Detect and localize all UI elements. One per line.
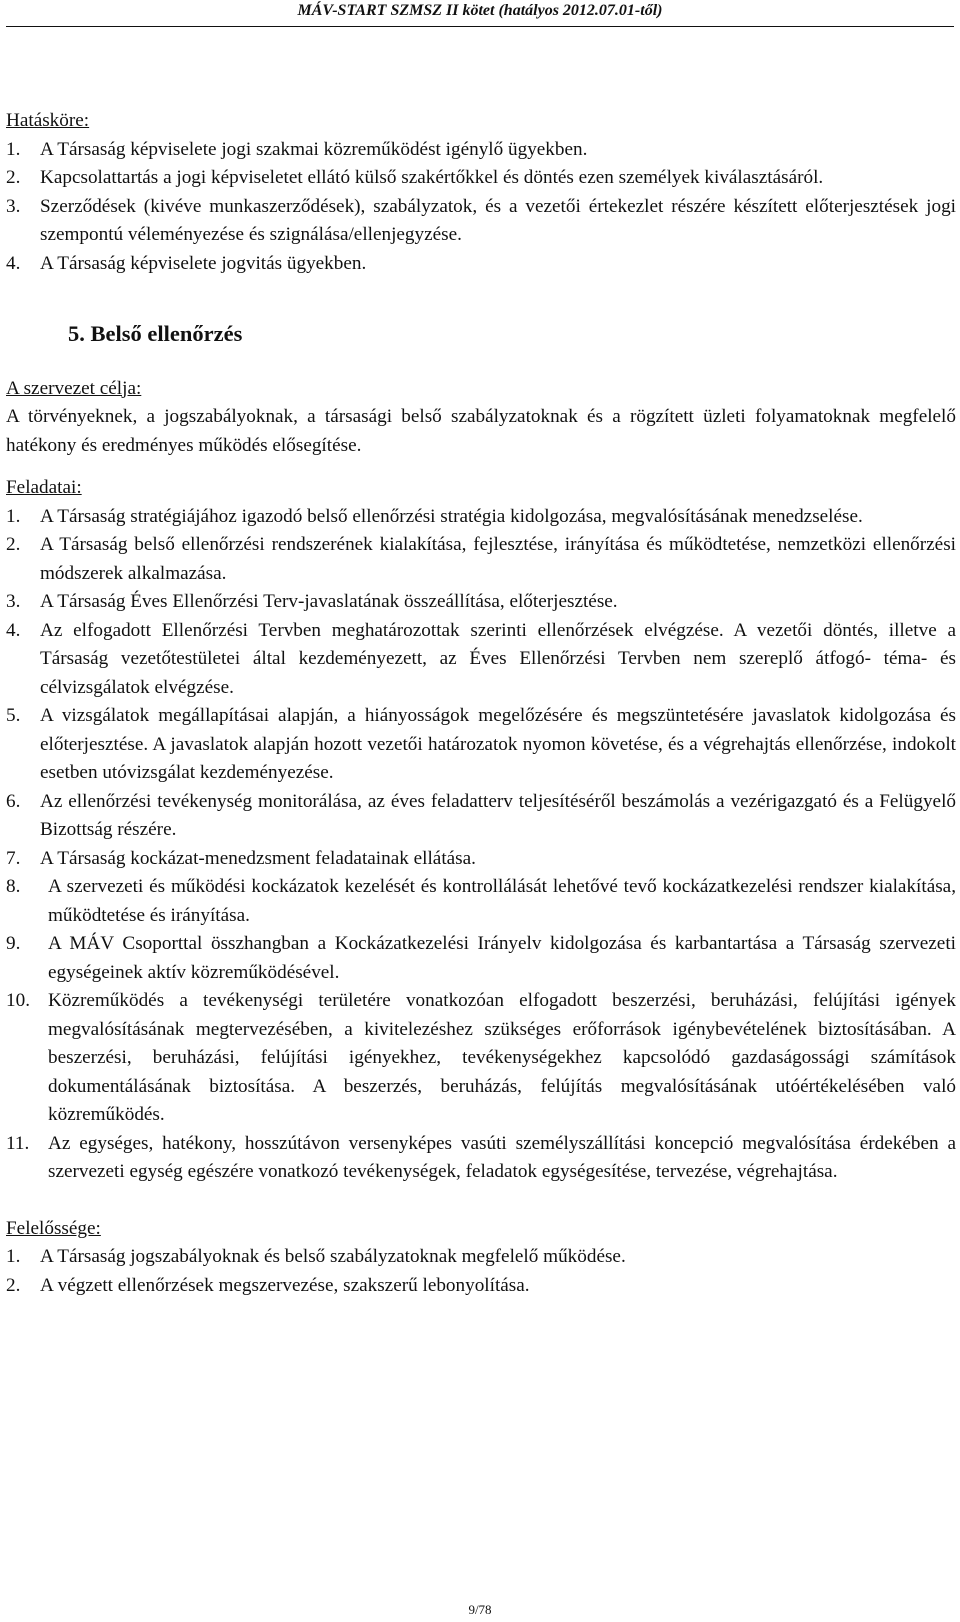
list-item [6, 1130, 956, 1187]
item-number: 10. [6, 990, 30, 1011]
item-text: A Társaság belső ellenőrzési rendszerének kialakítása, fejlesztése, irányítása és működtetése, nemzetközi ellenőrzési módszerek alkalmazása. [40, 534, 956, 584]
header-rule [6, 26, 954, 27]
item-number: 5. [6, 705, 21, 726]
item-text: A Társaság jogszabályoknak és belső szabályzatoknak megfelelő működése. [40, 1246, 626, 1267]
item-text: Szerződések (kivéve munkaszerződések), szabályzatok, és a vezetői értekezlet részére készített előterjesztések jogi szempontú véleményezése és szignálása/ellenjegyzése. [40, 195, 956, 245]
item-number: 4. [6, 619, 21, 641]
list-item [6, 845, 956, 874]
item-text: Az egységes, hatékony, hosszútávon versenyképes vasúti személyszállítási koncepció megvalósítása érdekében a szervezeti egység egészére vonatkozó tevékenységek, feladatok egységesítése, tervezése, végrehajtása. [48, 1132, 956, 1182]
item-number: 1. [6, 1246, 21, 1267]
list-item [6, 1243, 956, 1272]
running-header: MÁV-START SZMSZ II kötet (hatályos 2012.07.01-től) [297, 2, 663, 19]
list-item [6, 193, 956, 250]
item-number: 1. [6, 505, 21, 527]
section-heading-hataskore: Hatásköre: [6, 110, 90, 131]
item-text: Az ellenőrzési tevékenység monitorálása, az éves feladatterv teljesítéséről beszámolás a vezérigazgató és a Felügyelő Bizottság részére. [40, 790, 956, 840]
item-text: A Társaság kockázat-menedzsment feladatainak ellátása. [40, 847, 476, 869]
list-item [6, 588, 956, 617]
list-item [6, 531, 956, 588]
list-item [6, 164, 956, 193]
section-heading-responsibility: Felelőssége: [6, 1217, 101, 1239]
item-text: A vizsgálatok megállapításai alapján, a hiányosságok megelőzésére és megszüntetésére javaslatok kidolgozása és előterjesztése. A javaslatok alapján hozott vezetői határozatok nyomon követése, és a végrehajtás ellenőrzése, indokolt esetben utóvizsgálat kezdeményezése. [40, 705, 956, 783]
item-number: 8. [6, 876, 21, 897]
chapter-title: 5. Belső ellenőrzés [68, 321, 243, 346]
item-number: 2. [6, 1274, 21, 1296]
list-item [6, 250, 956, 279]
list-item [6, 873, 956, 930]
item-number: 2. [6, 534, 21, 555]
list-item [6, 987, 956, 1130]
section-heading-goal: A szervezet célja: [6, 377, 142, 399]
item-number: 6. [6, 790, 21, 812]
responsibility-list [6, 1243, 956, 1300]
spacer [6, 1187, 956, 1215]
list-item [6, 788, 956, 845]
list-item [6, 702, 956, 788]
item-number: 4. [6, 252, 21, 274]
tasks-list [6, 503, 956, 1187]
spacer [6, 460, 956, 474]
item-text: A szervezeti és működési kockázatok kezelését és kontrollálását lehetővé tevő kockázatkezelési rendszer kialakítása, működtetése és irányítása. [48, 876, 956, 926]
item-text: A végzett ellenőrzések megszervezése, szakszerű lebonyolítása. [40, 1274, 530, 1296]
item-number: 9. [6, 933, 21, 954]
item-number: 3. [6, 591, 21, 612]
item-number: 7. [6, 847, 21, 869]
item-number: 3. [6, 195, 21, 217]
item-text: A Társaság Éves Ellenőrzési Terv-javaslatának összeállítása, előterjesztése. [40, 591, 618, 612]
item-text: A Társaság stratégiájához igazodó belső ellenőrzési stratégia kidolgozása, megvalósításának menedzselése. [40, 505, 863, 527]
item-text: A Társaság képviselete jogi szakmai közreműködést igénylő ügyekben. [40, 138, 588, 160]
list-item [6, 930, 956, 987]
item-number: 2. [6, 167, 21, 188]
item-number: 1. [6, 138, 21, 160]
page-number: 9/78 [468, 1602, 492, 1617]
list-item [6, 503, 956, 532]
item-text: A MÁV Csoporttal összhangban a Kockázatkezelési Irányelv kidolgozása és karbantartása a Társaság szervezeti egységeinek aktív közreműködésével. [48, 933, 956, 983]
item-text: A Társaság képviselete jogvitás ügyekben. [40, 252, 367, 274]
page-body [6, 107, 956, 1300]
list-item [6, 617, 956, 703]
list-item [6, 136, 956, 165]
item-number: 11. [6, 1132, 30, 1154]
goal-text: A törvényeknek, a jogszabályoknak, a társasági belső szabályzatoknak és a rögzített üzleti folyamatoknak megfelelő hatékony és eredményes működés elősegítése. [6, 406, 956, 456]
item-text: Kapcsolattartás a jogi képviseletet ellátó külső szakértőkkel és döntés ezen személyek kiválasztásáról. [40, 167, 824, 188]
item-text: Az elfogadott Ellenőrzési Tervben meghatározottak szerinti ellenőrzések elvégzése. A vezetői döntés, illetve a Társaság vezetőtestületei által kezdeményezett, az Éves Ellenőrzési Tervben nem szereplő átfogó- téma- és célvizsgálatok elvégzése. [40, 619, 956, 698]
list-item [6, 1272, 956, 1301]
hataskore-list [6, 136, 956, 279]
item-text: Közreműködés a tevékenységi területére vonatkozóan elfogadott beszerzési, beruházási, felújítási igények megvalósításának megtervezésében, a kivitelezéshez szükséges erőforrások igénybevételének biztosításában. A beszerzési, beruházási, felújítási igényekhez, tevékenységekhez kapcsolódó gazdaságossági számítások dokumentálásának biztosítása. A beszerzés, beruházás, felújítás megvalósításának utóértékelésében való közreműködés. [48, 990, 956, 1125]
section-heading-tasks: Feladatai: [6, 477, 82, 498]
